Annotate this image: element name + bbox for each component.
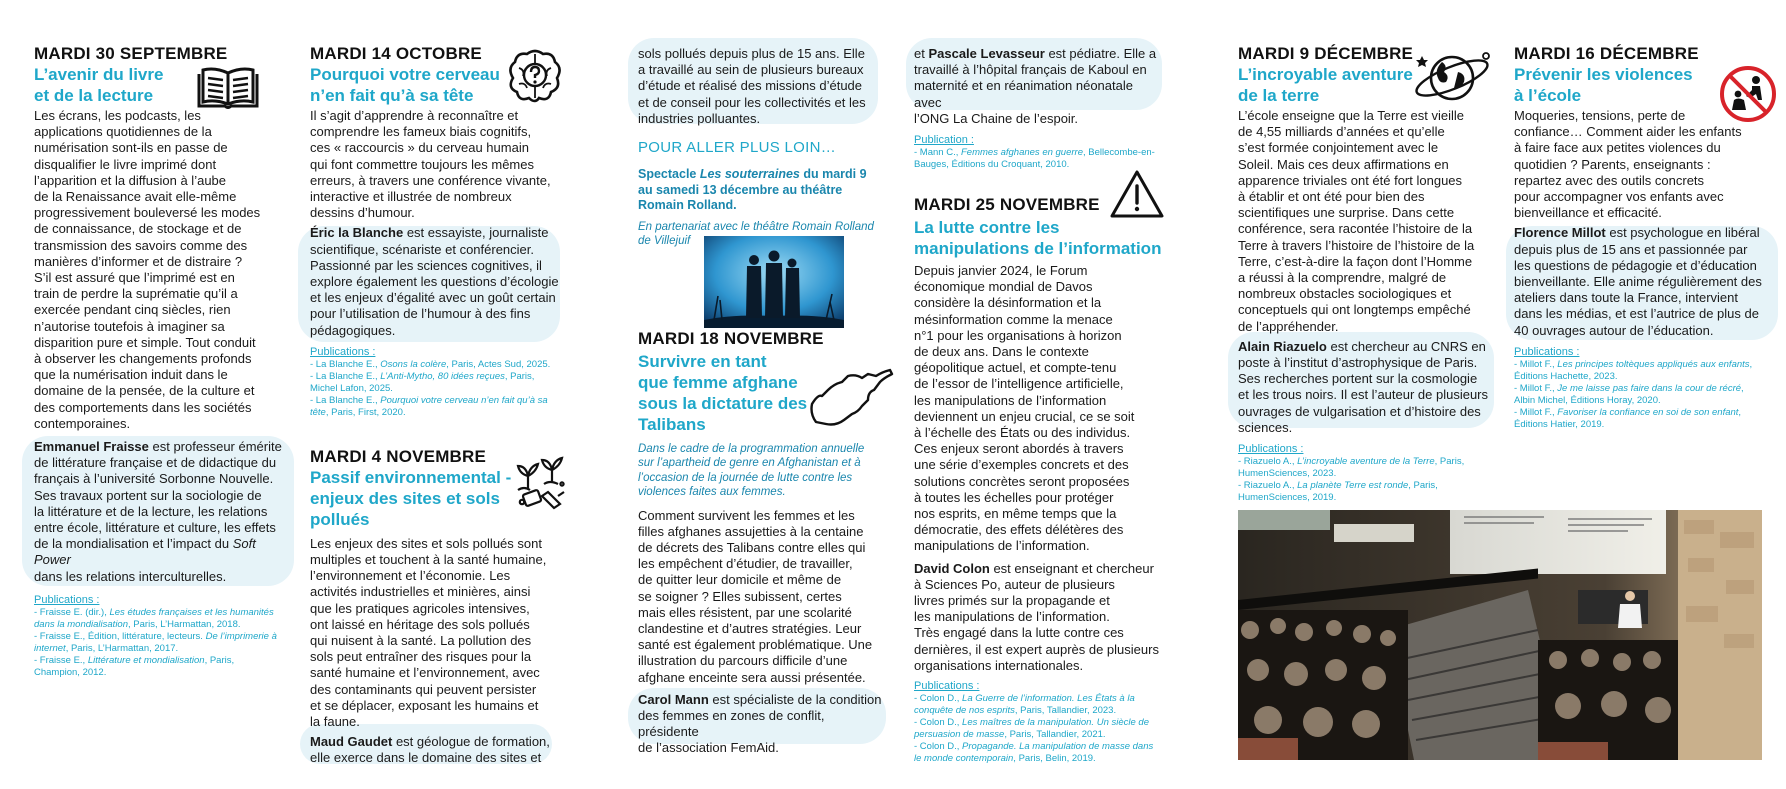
bio-line: pédagogiques. (310, 322, 396, 338)
body-line: deviennent un enjeu crucial, ce se soit (914, 408, 1135, 424)
body-line: qui nuisent à la santé. La pollution des (310, 633, 532, 649)
event-date: MARDI 9 DÉCEMBRE (1238, 44, 1414, 63)
body-line: confiance… Comment aider les enfants (1514, 124, 1742, 140)
body-line: démocratie, des effets délétères des (914, 522, 1124, 538)
event-title: L’incroyable aventure de la terre (1238, 65, 1413, 105)
afghanistan-map-icon (808, 364, 894, 430)
conference-photo (1238, 510, 1762, 760)
body-line: Depuis janvier 2024, le Forum (914, 263, 1088, 279)
bio-line: travaillé à l’hôpital français de Kaboul en (914, 62, 1147, 78)
bio-line: 40 ouvrages autour de l’éducation. (1514, 322, 1714, 338)
body-line: Les écrans, les podcasts, les (34, 108, 201, 123)
bio-line: Passionné par les sciences cognitives, il (310, 257, 542, 273)
body-line: domaine de la pensée, de la culture et (34, 383, 255, 399)
body-line: que la numérisation induit dans le (34, 367, 228, 383)
body-line: de connaissance, de stockage et de (34, 221, 242, 237)
event-description (310, 108, 560, 221)
event-date: MARDI 25 NOVEMBRE (914, 195, 1100, 215)
body-line: L’école enseigne que la Terre est vieille (1238, 108, 1464, 123)
body-line: progressivement bouleversé les modes (34, 205, 261, 221)
bio-line: sols pollués depuis plus de 15 ans. Elle (638, 46, 865, 61)
body-line: de 4,55 milliards d’années et qu’elle (1238, 124, 1445, 140)
publication-line: internet, Paris, L’Harmattan, 2017. (34, 642, 179, 654)
speaker-bio: Alain Riazuelo est chercheur au CNRS en poste à l’institut d’astrophysique de Paris. Ses recherches portent sur la cosmologie et les trous noirs. Il est l’auteur de plusieurs ouvrages de vulgarisation et d’histoire des sciences. (1238, 338, 1489, 435)
body-line: sols peut entraîner des risques pour la (310, 649, 532, 665)
spectacle-info: Spectacle Les souterraines du mardi 9 au samedi 13 décembre au théâtre Romain Rolland. (638, 167, 867, 213)
body-line: de deux ans. Dans le contexte (914, 344, 1089, 360)
bio-line: Très engagé dans la lutte contre ces (914, 625, 1124, 641)
title-line: Survivre en tant (638, 351, 767, 371)
publication-line: - Fraisse E. (dir.), Les études françaises et les humanités (34, 606, 274, 618)
bio-line: bienveillante. Elle anime régulièrement des (1514, 274, 1762, 290)
body-line: a réussi à la comprendre, malgré de (1238, 270, 1447, 286)
body-line: des comportements dans les sociétés (34, 399, 252, 415)
column-1 (34, 44, 296, 679)
body-line: géopolitique actuel, et compte-tenu (914, 360, 1117, 376)
speaker-bio: Maud Gaudet est géologue de formation, elle exerce dans le domaine des sites et (310, 734, 550, 766)
brain-question-icon (505, 46, 565, 106)
body-line: manières d’informer et de distraire ? (34, 253, 243, 269)
body-line: santé est également problématique. Une (638, 637, 873, 653)
event-date: MARDI 14 OCTOBRE (310, 44, 482, 63)
bio-line: elle exerce dans le domaine des sites et (310, 750, 542, 766)
intro-line: l’occasion de la journée de lutte contre les (638, 471, 853, 484)
publication-line: - Riazuelo A., L’incroyable aventure de la Terre, Paris, (1238, 456, 1465, 468)
publications-heading: Publications : (1238, 443, 1304, 456)
body-line: repartez avec des outils concrets (1514, 172, 1705, 188)
bio-line: des femmes en zones de conflit, présidente (638, 707, 825, 740)
publication-line: Albin Michel, Éditions Horay, 2020. (1514, 394, 1661, 406)
publications-heading: Publication : (914, 134, 974, 147)
bio-line: d’étude et réalisé des missions d’étude (638, 78, 863, 94)
body-line: nombreux obstacles sociologiques et (1238, 286, 1452, 302)
bio-line: ouvrages de vulgarisation et d’histoire des (1238, 403, 1481, 419)
body-line: bienveillance et efficacité. (1514, 205, 1662, 221)
bio-line: l’ONG La Chaine de l’espoir. (914, 110, 1079, 126)
bio-line: les manipulations de l’information. (914, 609, 1110, 625)
body-line: filles afghanes assujetties à la centaine (638, 523, 864, 539)
event-description (310, 536, 560, 730)
body-line: l’environnement et l’économie. Les (310, 568, 511, 584)
event-date: MARDI 18 NOVEMBRE (638, 328, 824, 348)
bio-line: Ses recherches portent sur la cosmologie (1238, 371, 1478, 387)
publication-line: - Millot F., Je me laisse pas faire dans la cour de récré, (1514, 382, 1744, 394)
bio-line: entre école, littérature et culture, les effets (34, 520, 276, 536)
body-line: de quitter leur domicile et même de (638, 572, 842, 588)
publication-line: - Colon D., Les maîtres de la manipulation. Un siècle de (914, 717, 1149, 729)
body-line: de l’appréhender. (1238, 318, 1339, 334)
body-line: Il s’agit d’apprendre à reconnaître et (310, 108, 519, 123)
event-description (914, 263, 1164, 555)
body-line: qui font commettre toujours les mêmes (310, 156, 534, 172)
body-line: Soleil. Mais ces deux affirmations en (1238, 156, 1449, 172)
publication-line: HumenSciences, 2019. (1238, 492, 1337, 504)
column-5 (1238, 44, 1498, 504)
body-line: n°1 pour les organisations à horizon (914, 327, 1122, 343)
publications-list (914, 693, 1164, 765)
event-date: MARDI 4 NOVEMBRE (310, 446, 487, 466)
publications-list (34, 607, 296, 679)
body-line: conférence, sera racontée l’histoire de la (1238, 221, 1473, 237)
column-2 (310, 44, 560, 767)
body-line: à toutes les échelles pour protéger (914, 489, 1114, 505)
body-line: de décrets des Talibans contre elles qui (638, 539, 866, 555)
body-line: des contaminants qui peuvent persister (310, 681, 537, 697)
bio-line: de littérature française et de didactique du (34, 455, 277, 471)
event-title: L’avenir du livre et de la lecture (34, 65, 164, 105)
publications-list (1514, 359, 1776, 431)
body-line: quotidien ? Parents, enseignants : (1514, 156, 1711, 172)
body-line: afghane enceinte sera aussi présentée. (638, 669, 866, 685)
body-line: disparition pure et simple. Tout conduit (34, 334, 256, 350)
title-line: que femme afghane (638, 372, 798, 392)
warning-icon (1108, 168, 1166, 220)
body-line: et se déplacer, exposant les humains et (310, 697, 539, 713)
body-line: s’est formée conjointement avec le (1238, 140, 1439, 156)
event-title: Pourquoi votre cerveau n’en fait qu’à sa tête (310, 65, 500, 105)
bio-line: français à l’université Sorbonne Nouvelle. (34, 471, 274, 487)
speaker-bio (638, 46, 888, 127)
event-description (34, 108, 296, 432)
body-line: applications quotidiennes de la (34, 124, 212, 140)
body-line: ont laissé en héritage des sols pollués (310, 616, 530, 632)
body-line: S’il est assuré que l’imprimé est en (34, 270, 235, 286)
speaker-bio: David Colon est enseignant et chercheur à Sciences Po, auteur de plusieurs livres primés sur la propagande et les manipulations de l’information. Très engagé dans la lutte contre ces dernières, il est expert auprès de plusieurs organisations internationales. (914, 560, 1159, 673)
publications-heading: Publications : (34, 593, 100, 606)
publication-line: - La Blanche E., Pourquoi votre cerveau n’en fait qu’à sa (310, 394, 548, 406)
bio-line: poste à l’institut d’astrophysique de Paris. (1238, 355, 1478, 371)
body-line: exercée pendant cinq siècles, rien (34, 302, 231, 318)
spectacle-photo (704, 236, 844, 328)
bio-line: dans les médias, et est l’autrice de plus de (1514, 306, 1759, 322)
body-line: économique mondial de Davos (914, 279, 1093, 295)
title-line: Talibans (638, 414, 706, 434)
publications-heading: Publications : (310, 345, 376, 358)
publication-line: - Fraisse E., Édition, littérature, lecteurs. De l’imprimerie à (34, 630, 277, 642)
body-line: de la Renaissance avait elle-même (34, 189, 237, 205)
event-description (1238, 108, 1498, 335)
body-line: se soigner ? Elles subissent, certes (638, 588, 842, 604)
body-line: erreurs, à travers une conférence vivante, (310, 172, 551, 188)
publications-list (310, 359, 560, 419)
publication-line: - Riazuelo A., La planète Terre est ronde, Paris, (1238, 480, 1438, 492)
speaker-bio: Carol Mann est spécialiste de la condition des femmes en zones de conflit, présidente de l’association FemAid. (638, 691, 882, 756)
body-line: à observer les changements profonds (34, 351, 252, 367)
body-line: à faire face aux petites violences du (1514, 140, 1721, 156)
publication-line: dans la mondialisation, Paris, L’Harmattan, 2018. (34, 618, 241, 630)
body-line: multiples et touchent à la santé humaine, (310, 552, 547, 568)
body-line: de l’essor de l’intelligence artificielle, (914, 376, 1124, 392)
body-line: interactive et illustrée de nombreux (310, 189, 512, 205)
bio-line: Ses travaux portent sur la sociologie de (34, 487, 262, 503)
publication-line: Éditions Hatier, 2019. (1514, 418, 1605, 430)
bio-line: a travaillé au sein de plusieurs bureaux (638, 62, 864, 78)
body-line: considère la désinformation et la (914, 295, 1102, 311)
title-line: sous la dictature des (638, 393, 808, 413)
speaker-bio: Florence Millot est psychologue en libéral depuis plus de 15 ans et passionnée par les questions de pédagogie et d’éducation bienveillante. Elle anime régulièrement des ateliers dans toute la France, intervient dans les médias, et est l’autrice de plus de 40 ouvrages autour de l’éducation. (1514, 225, 1762, 338)
body-line: une série d’exemples concrets et des (914, 457, 1129, 473)
body-line: Terre à travers l’histoire de l’histoire de la (1238, 237, 1475, 253)
bio-line: scientifique, scénariste et conférencier. (310, 241, 535, 257)
body-line: activités industrielles et minières, ainsi (310, 584, 531, 600)
publication-line: Champion, 2012. (34, 666, 107, 678)
event-title: La lutte contre les manipulations de l’information (914, 218, 1162, 259)
bio-line: livres primés sur la propagande et (914, 593, 1110, 609)
intro-line: sur l’apartheid de genre en Afghanistan et à (638, 457, 861, 470)
publication-line: le monde contemporain, Paris, Belin, 2019. (914, 753, 1096, 765)
bio-line: et les enjeux d’égalité avec un goût certain (310, 290, 556, 306)
publication-line: - Colon D., La Guerre de l’information. Les États à la (914, 693, 1135, 705)
body-line: que les pratiques agricoles intensives, (310, 600, 530, 616)
body-line: les empêchent d’étudier, de travailler, (638, 556, 853, 572)
body-line: illustration du parcours difficile d’une (638, 653, 848, 669)
event-date: MARDI 30 SEPTEMBRE (34, 44, 228, 63)
bio-line: maternité et en réanimation néonatale avec (914, 78, 1133, 110)
body-line: numérisation sont-ils en passe de (34, 140, 228, 156)
body-line: mésinformation comme la menace (914, 311, 1113, 327)
body-line: Terre, c’est-à-dire la façon dont l’Homme (1238, 253, 1473, 269)
event-description (1514, 108, 1776, 221)
event-date: MARDI 16 DÉCEMBRE (1514, 44, 1699, 63)
body-line: dessins d’humour. (310, 205, 415, 221)
body-line: disqualifier le livre imprimé dont (34, 156, 217, 172)
body-line: conceptuels qui ont longtemps empêché (1238, 302, 1471, 318)
intro-line: violences faites aux femmes. (638, 486, 786, 499)
publication-line: - Millot F., Favoriser la confiance en soi de son enfant, (1514, 406, 1742, 418)
body-line: la faune. (310, 714, 360, 730)
body-line: à établir et ont été pour bien des (1238, 189, 1425, 205)
intro-line: Dans le cadre de la programmation annuelle (638, 442, 865, 455)
bio-line: ateliers dans toute la France, intervient (1514, 290, 1739, 306)
publication-line: - Millot F., Les principes toltèques appliqués aux enfants, (1514, 358, 1753, 370)
body-line: santé humaine et l’environnement, avec (310, 665, 540, 681)
event-description (638, 508, 888, 686)
body-line: Moqueries, tensions, perte de (1514, 108, 1686, 123)
bio-line: dernières, il est expert auprès de plusieurs (914, 641, 1159, 657)
body-line: manipulations de l’information. (914, 538, 1090, 554)
publication-line: - Fraisse E., Littérature et mondialisation, Paris, (34, 654, 235, 666)
publication-line: conquête de nos esprits, Paris, Tallandier, 2023. (914, 705, 1117, 717)
bio-line: à Sciences Po, auteur de plusieurs (914, 576, 1115, 592)
publication-line: Bauges, Éditions du Croquant, 2010. (914, 159, 1070, 171)
body-line: Les enjeux des sites et sols pollués sont (310, 535, 542, 551)
body-line: mais elles résistent, par une scolarité (638, 604, 852, 620)
body-line: Comment survivent les femmes et les (638, 507, 855, 523)
body-line: Ces enjeux seront abordés à travers (914, 441, 1124, 457)
body-line: les manipulations de l’information (914, 392, 1107, 408)
body-line: à l’échelle des États ou des individus. (914, 425, 1131, 441)
plants-pollution-icon (512, 452, 570, 512)
bio-line: organisations internationales. (914, 657, 1084, 673)
publications-heading: Publications : (1514, 345, 1580, 358)
speaker-bio: et Pascale Levasseur est pédiatre. Elle a travaillé à l’hôpital français de Kaboul en maternité et en réanimation néonatale avec l’ONG La Chaine de l’espoir. (914, 46, 1157, 126)
column-4 (914, 46, 1164, 765)
event-intro (638, 442, 888, 500)
body-line: n’autorise toutefois à imaginer sa (34, 318, 225, 334)
bio-line: de l’association FemAid. (638, 740, 779, 756)
publication-line: tête, Paris, First, 2020. (310, 406, 406, 418)
publication-line: HumenSciences, 2023. (1238, 468, 1337, 480)
publication-line: - Mann C., Femmes afghanes en guerre, Bellecombe-en- (914, 147, 1155, 159)
body-line: apparence triviales ont été fort longues (1238, 172, 1463, 188)
bio-line: sciences. (1238, 419, 1293, 435)
bio-line: la littérature et de la lecture, les relations (34, 503, 268, 519)
event-title: Passif environnemental - enjeux des sites et sols pollués (310, 467, 512, 529)
no-violence-icon (1718, 64, 1778, 124)
bio-line: pour l’utilisation de l’humour à des fins (310, 306, 531, 322)
body-line: transmission des savoirs comme des (34, 237, 248, 253)
body-line: nos esprits, en même temps que la (914, 506, 1117, 522)
partner-info: En partenariat avec le théâtre Romain Rolland de Villejuif (638, 220, 874, 248)
publication-line: persuasion de masse, Paris, Tallandier, 2021. (914, 729, 1106, 741)
body-line: l’apparition et la diffusion à l’aube (34, 172, 227, 188)
body-line: pour accompagner vos enfants avec (1514, 189, 1724, 205)
publications-heading: Publications : (914, 680, 980, 693)
bio-line: depuis plus de 15 ans et passionnée par (1514, 241, 1748, 257)
event-title: Prévenir les violences à l’école (1514, 65, 1693, 105)
body-line: contemporaines. (34, 415, 131, 431)
speaker-bio: Éric la Blanche est essayiste, journaliste scientifique, scénariste et conférencier. Passionné par les sciences cognitives, il explore également les questions d’écologie et les enjeux d’égalité avec un goût certain pour l’utilisation de l’humour à des fins pédagogiques. (310, 225, 559, 338)
bio-line: industries polluantes. (638, 110, 761, 126)
publications-list (1238, 456, 1498, 504)
publication-line: - Colon D., Propagande. La manipulation de masse dans (914, 741, 1154, 753)
bio-line: de la mondialisation et l’impact du (34, 536, 233, 552)
publication-line: Michel Lafon, 2025. (310, 382, 393, 394)
body-line: solutions concrètes seront proposées (914, 473, 1130, 489)
body-line: ces « raccourcis » du cerveau humain (310, 140, 529, 156)
publication-line: - La Blanche E., Osons la colère, Paris, Actes Sud, 2025. (310, 358, 551, 370)
bio-line: et de conseil pour les collectivités et les (638, 94, 866, 110)
publication-line: - La Blanche E., L’Anti-Mytho, 80 idées reçues, Paris, (310, 370, 535, 382)
publication-line: Éditions Hachette, 2023. (1514, 370, 1618, 382)
section-heading: POUR ALLER PLUS LOIN… (638, 139, 837, 157)
body-line: comprendre les fameux biais cognitifs, (310, 124, 532, 140)
body-line: clandestine et d’autres stratégies. Leur (638, 620, 862, 636)
body-line: scientifiques une surprise. Dans cette (1238, 205, 1455, 221)
body-line: train de perdre la suprématie qu’il a (34, 286, 238, 302)
book-icon (195, 66, 261, 110)
bio-line: et les trous noirs. Il est l’auteur de plusieurs (1238, 387, 1489, 403)
planet-earth-icon (1412, 48, 1494, 106)
bio-line: les questions de pédagogie et d’éducation (1514, 257, 1757, 273)
speaker-bio: Emmanuel Fraisse est professeur émérite de littérature française et de didactique du français à l’université Sorbonne Nouvelle. Ses travaux portent sur la sociologie de la littérature et de la lecture, les relations entre école, littérature et culture, les effets de la mondialisation et l’impact du Soft Power dans les relations interculturelles. (34, 439, 282, 584)
bio-line: explore également les questions d’écologie (310, 274, 559, 290)
